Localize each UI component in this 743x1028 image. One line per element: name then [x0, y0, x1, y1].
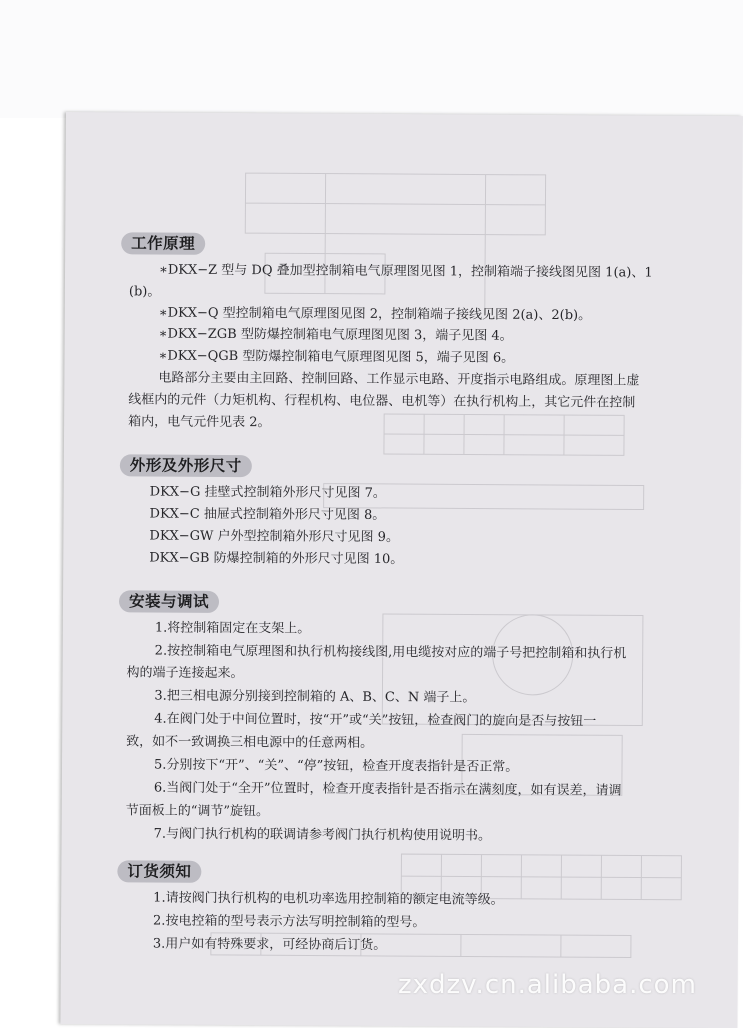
text-line: DKX−GW 户外型控制箱外形尺寸见图 9。: [149, 527, 399, 549]
text-line: (b)。: [129, 282, 161, 302]
text-line: 6.当阀门处于“全开”位置时，检查开度表指针是否指示在满刻度，如有误差，请调: [154, 779, 622, 802]
document-page: [60, 112, 743, 1028]
text-line: 2.按电控箱的型号表示方法写明控制箱的型号。: [153, 912, 426, 934]
section-heading-working-principle: 工作原理: [121, 232, 205, 255]
text-line: ∗DKX−Z 型与 DQ 叠加型控制箱电气原理图见图 1，控制箱端子接线图见图 1(a)、1: [159, 261, 653, 284]
text-line: DKX−G 挂壁式控制箱外形尺寸见图 7。: [150, 483, 386, 504]
text-line: 节面板上的“调节”旋钮。: [126, 801, 269, 822]
text-line: DKX−C 抽屉式控制箱外形尺寸见图 8。: [149, 505, 385, 526]
section-heading-installation: 安装与调试: [119, 590, 219, 613]
text-line: 1.将控制箱固定在支架上。: [155, 619, 311, 640]
text-line: ∗DKX−ZGB 型防爆控制箱电气原理图见图 3，端子见图 4。: [159, 325, 513, 347]
text-line: 4.在阀门处于中间位置时，按“开”或“关”按钮，检查阀门的旋向是否与按钮一: [154, 710, 596, 733]
text-line: 5.分别按下“开”、“关”、“停”按钮，检查开度表指针是否正常。: [154, 756, 518, 778]
text-line: ∗DKX−QGB 型防爆控制箱电气原理图见图 5，端子见图 6。: [158, 347, 514, 369]
text-line: 线框内的元件（力矩机构、行程机构、电位器、电机等）在执行机构上，其它元件在控制: [128, 390, 635, 413]
text-line: DKX−GB 防爆控制箱的外形尺寸见图 10。: [149, 549, 403, 571]
section-heading-dimensions: 外形及外形尺寸: [120, 454, 252, 477]
scanner-background: [0, 0, 743, 118]
section-heading-ordering: 订货须知: [117, 860, 201, 883]
text-line: 1.请按阀门执行机构的电机功率选用控制箱的额定电流等级。: [153, 889, 504, 911]
watermark-text: zxdzv.cn.alibaba.com: [398, 970, 697, 1000]
page-content: [60, 112, 743, 1028]
text-line: 2.按控制箱电气原理图和执行机构接线图,用电缆按对应的端子号把控制箱和执行机: [155, 642, 627, 665]
text-line: 3.用户如有特殊要求，可经协商后订货。: [153, 935, 387, 956]
text-line: 致，如不一致调换三相电源中的任意两相。: [126, 732, 373, 754]
text-line: 电路部分主要由主回路、控制回路、工作显示电路、开度指示电路组成。原理图上虚: [158, 369, 639, 392]
text-line: 箱内，电气元件见表 2。: [128, 412, 271, 433]
text-line: 3.把三相电源分别接到控制箱的 A、B、C、N 端子上。: [154, 687, 475, 709]
text-line: 构的端子连接起来。: [127, 663, 244, 684]
text-line: ∗DKX−Q 型控制箱电气原理图见图 2，控制箱端子接线见图 2(a)、2(b)。: [159, 304, 591, 327]
text-line: 7.与阀门执行机构的联调请参考阀门执行机构使用说明书。: [154, 825, 492, 847]
